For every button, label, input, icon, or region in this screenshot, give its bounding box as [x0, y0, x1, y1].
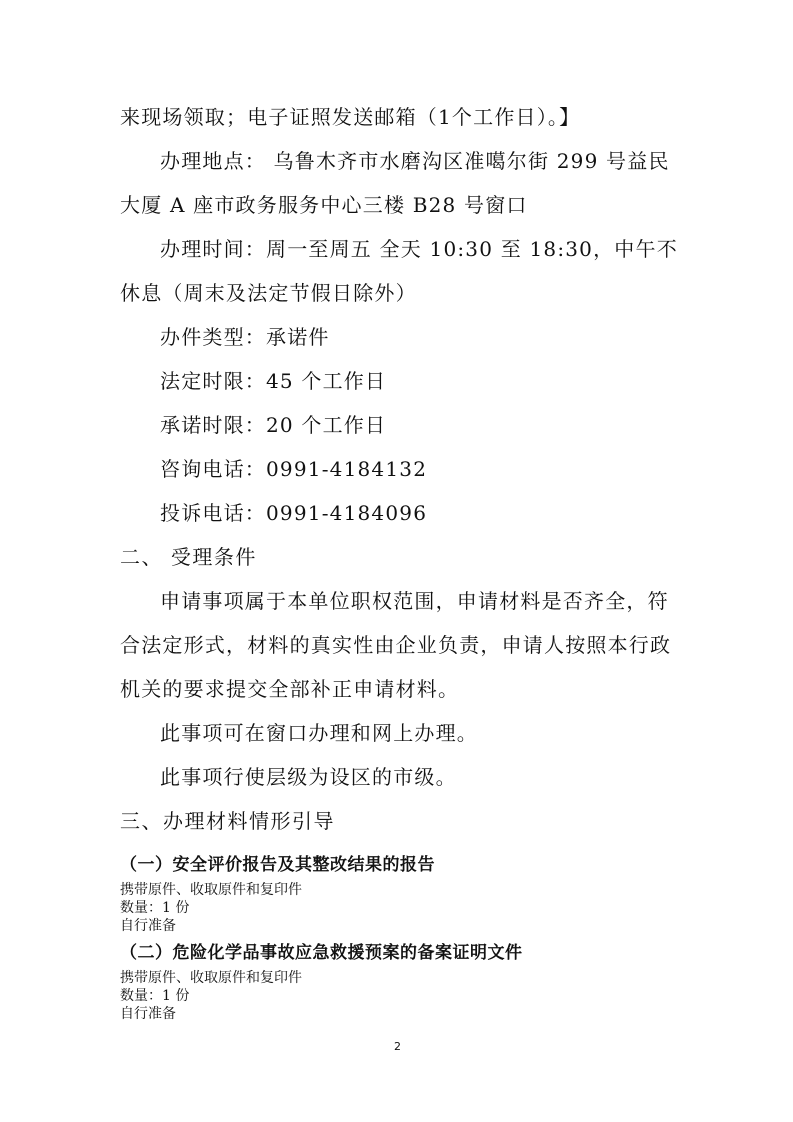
text-line-pickup: 来现场领取；电子证照发送邮箱（1个工作日）。】 — [120, 105, 581, 129]
text-line-legal-limit: 法定时限：45 个工作日 — [160, 369, 387, 393]
text-line-location: 办理地点： 乌鲁木齐市水磨沟区准噶尔街 299 号益民 — [160, 149, 670, 173]
section-heading-materials: 三、办理材料情形引导 — [120, 809, 335, 833]
paragraph-line-2: 合法定形式，材料的真实性由企业负责，申请人按照本行政 — [120, 633, 672, 657]
text-line-complaint-phone: 投诉电话：0991-4184096 — [160, 501, 428, 525]
text-line-promise-limit: 承诺时限：20 个工作日 — [160, 413, 387, 437]
text-line-level: 此事项行使层级为设区的市级。 — [160, 765, 457, 789]
material-item-title: （二）危险化学品事故应急救援预案的备案证明文件 — [120, 943, 523, 963]
material-item-prepare: 自行准备 — [120, 918, 176, 934]
page-number: 2 — [394, 1040, 401, 1053]
text-line-window: 此事项可在窗口办理和网上办理。 — [160, 721, 478, 745]
text-line-consult-phone: 咨询电话：0991-4184132 — [160, 457, 428, 481]
material-item-carry: 携带原件、收取原件和复印件 — [120, 882, 302, 898]
material-item-quantity: 数量：1 份 — [120, 900, 190, 916]
material-item-carry: 携带原件、收取原件和复印件 — [120, 970, 302, 986]
material-item-prepare: 自行准备 — [120, 1006, 176, 1022]
material-item-quantity: 数量：1 份 — [120, 988, 190, 1004]
material-item-title: （一）安全评价报告及其整改结果的报告 — [120, 855, 435, 875]
section-heading-acceptance: 二、 受理条件 — [120, 545, 257, 569]
paragraph-line-3: 机关的要求提交全部补正申请材料。 — [120, 677, 460, 701]
text-line-hours-cont: 休息（周末及法定节假日除外） — [120, 281, 417, 305]
text-line-location-cont: 大厦 A 座市政务服务中心三楼 B28 号窗口 — [120, 193, 528, 217]
text-line-type: 办件类型：承诺件 — [160, 325, 330, 349]
text-line-hours: 办理时间：周一至周五 全天 10:30 至 18:30，中午不 — [160, 237, 678, 261]
paragraph-line-1: 申请事项属于本单位职权范围，申请材料是否齐全，符 — [160, 589, 669, 613]
